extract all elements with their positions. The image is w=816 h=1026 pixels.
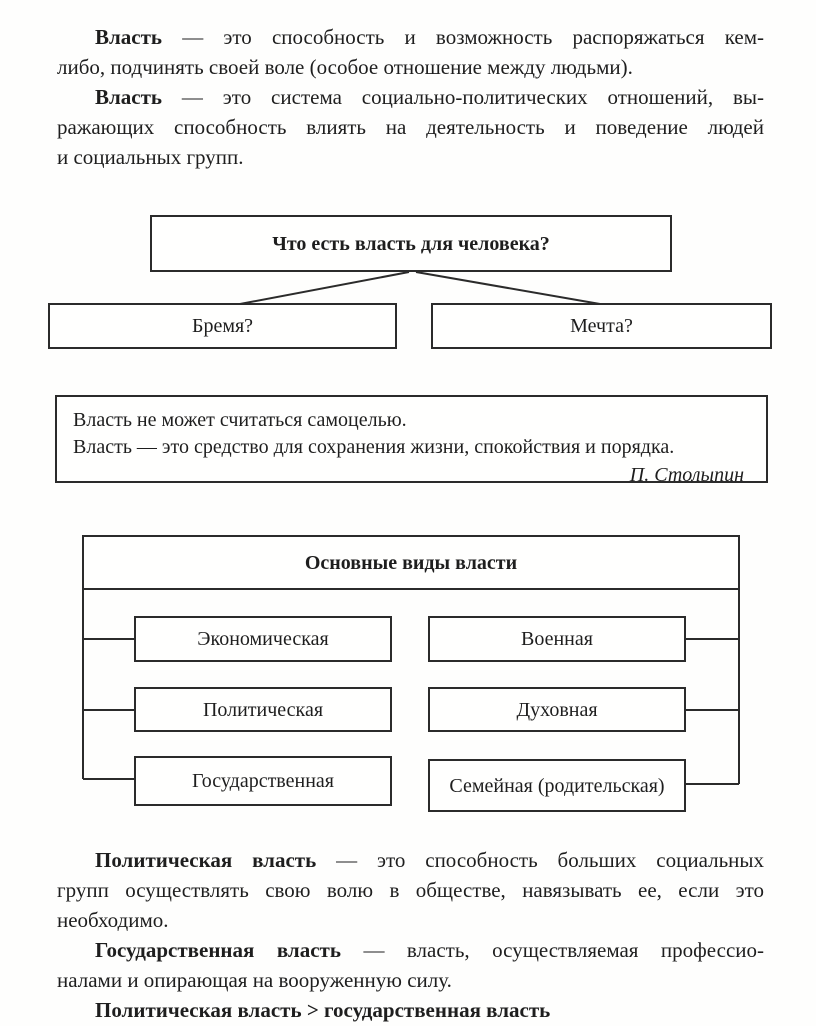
diagram2-box-spiritual [428, 687, 686, 732]
paragraph-line [57, 52, 764, 82]
definitions-bottom [57, 845, 764, 1025]
quote-line: Власть — это средство для сохранения жизни, спокойствия и порядка. [73, 436, 675, 458]
paragraph-line [57, 905, 764, 935]
line-text: либо, подчинять своей воле (особое отношение между людьми). [57, 55, 633, 79]
diagram2-title-box [82, 535, 740, 590]
diagram1-question-label: Что есть власть для человека? [272, 232, 550, 255]
diagram1-right-connector [416, 272, 600, 304]
line-text: групп осуществлять свою волю в обществе, навязывать ее, если это [57, 878, 764, 902]
term-bold: Власть [95, 25, 163, 49]
diagram2-box-state [134, 756, 392, 806]
paragraph-line [57, 935, 764, 965]
paragraph-line [57, 22, 764, 52]
diagram1-question-box [150, 215, 672, 272]
term-bold: Политическая власть [95, 848, 317, 872]
line-text: — власть, осуществляемая профессио- [340, 938, 764, 962]
diagram1-option-dream-box [431, 303, 772, 349]
line-text: необходимо. [57, 908, 169, 932]
diagram1-option-dream-label: Мечта? [570, 315, 633, 337]
term-bold: Государственная власть [95, 938, 341, 962]
diagram2-label-spiritual: Духовная [516, 698, 598, 721]
paragraph-line [57, 845, 764, 875]
diagram2-box-military [428, 616, 686, 662]
diagram2-label-family: Семейная (родительская) [449, 774, 665, 797]
quote-author: П. Столыпин [629, 464, 744, 486]
line-text: и социальных групп. [57, 145, 244, 169]
line-text: налами и опирающая на вооруженную силу. [57, 968, 452, 992]
diagram2-box-family [428, 759, 686, 812]
quote-line: Власть не может считаться самоцелью. [73, 409, 407, 431]
diagram2-box-political [134, 687, 392, 732]
diagram2-box-economic [134, 616, 392, 662]
diagram2-label-military: Военная [521, 628, 593, 650]
conclusion-bold: Политическая власть > государственная власть [95, 998, 551, 1022]
paragraph-line [57, 875, 764, 905]
line-text: — это способность больших социальных [316, 848, 764, 872]
line-text: ражающих способность влиять на деятельность и поведение людей [57, 115, 764, 139]
paragraph-line [57, 142, 764, 172]
definitions-top [57, 22, 764, 172]
diagram2-label-state: Государственная [191, 770, 334, 792]
diagram2-title-label: Основные виды власти [304, 551, 518, 574]
diagram1-left-connector [240, 272, 409, 304]
line-text: — это система социально-политических отношений, вы- [162, 85, 764, 109]
diagram1-option-burden-label: Бремя? [191, 315, 254, 337]
diagram2-label-economic: Экономическая [197, 628, 329, 650]
paragraph-line [57, 82, 764, 112]
conclusion-line [57, 995, 764, 1025]
diagram1-option-burden-box [48, 303, 397, 349]
diagram2-label-political: Политическая [202, 698, 324, 721]
paragraph-line [57, 112, 764, 142]
quote-box [55, 395, 768, 486]
paragraph-line [57, 965, 764, 995]
term-bold: Власть [95, 85, 163, 109]
line-text: — это способность и возможность распоряжаться кем- [162, 25, 764, 49]
